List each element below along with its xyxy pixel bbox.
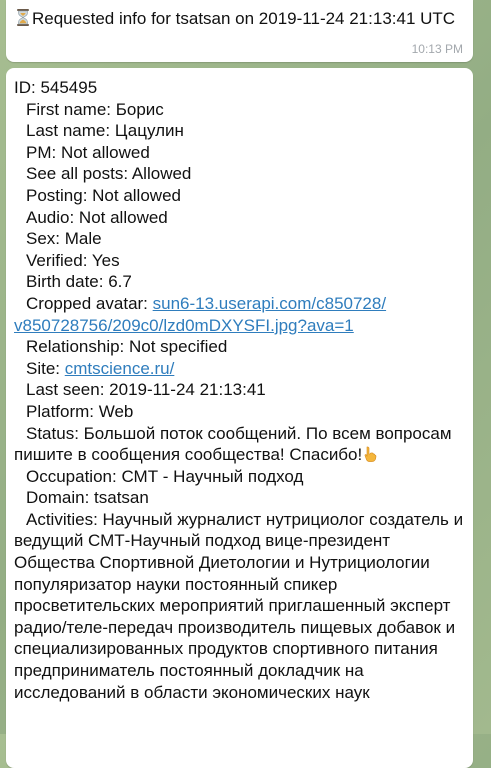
cropped-avatar-line [14,293,465,315]
last-seen-line: Last seen: 2019-11-24 21:13:41 [26,380,266,400]
pointing-down-hand-icon [362,446,378,462]
cropped-avatar-link-part-2[interactable]: v850728756/209c0/lzd0mDXYSFI.jpg?ava=1 [14,315,354,335]
hourglass-icon [16,9,30,26]
last-name-line: Last name: Цацулин [26,121,184,141]
platform-line: Platform: Web [26,401,134,421]
domain-line: Domain: tsatsan [26,488,149,508]
message-bubble-request[interactable] [6,0,473,62]
id-line: ID: 545495 [14,78,98,97]
cropped-avatar-label: Cropped avatar: [26,293,153,313]
activities-line: Activities: Научный журналист нутрициолог создатель и ведущий СМТ-Научный подход вице-президент Общества Спортивной Диетологии и Нутрициологии популяризатор науки постоянный спикер просветительских мероприятий приглашенный эксперт радио/теле-передач производитель пищевых добавок и специализированных продуктов спортивного питания предприниматель постоянный докладчик на исследований в области экономических наук [14,509,464,702]
relationship-line: Relationship: Not specified [26,337,228,357]
audio-line: Audio: Not allowed [26,207,168,227]
message-text [16,8,463,29]
status-line [14,423,465,466]
info-lines [14,77,465,703]
first-name-line: First name: Борис [26,99,164,119]
message-bubble-info[interactable] [6,68,473,768]
site-link[interactable]: cmtscience.ru/ [64,358,175,378]
status-text: Status: Большой поток сообщений. По всем вопросам пишите в сообщения сообщества! Спасибо! [14,423,452,465]
see-all-posts-line: See all posts: Allowed [26,164,192,184]
birth-date-line: Birth date: 6.7 [26,272,132,292]
cropped-avatar-line-continued [14,315,465,337]
sex-line: Sex: Male [26,229,102,249]
cropped-avatar-link-part-1[interactable]: sun6-13.userapi.com/c850728/ [152,293,387,313]
pm-line: PM: Not allowed [26,142,150,162]
site-label: Site: [26,358,65,378]
occupation-line: Occupation: СМТ - Научный подход [26,466,304,486]
message-time: 10:13 PM [411,42,463,56]
request-text: Requested info for tsatsan on 2019-11-24 21:13:41 UTC [32,9,456,28]
site-line [14,358,465,380]
verified-line: Verified: Yes [26,250,120,270]
posting-line: Posting: Not allowed [26,185,181,205]
